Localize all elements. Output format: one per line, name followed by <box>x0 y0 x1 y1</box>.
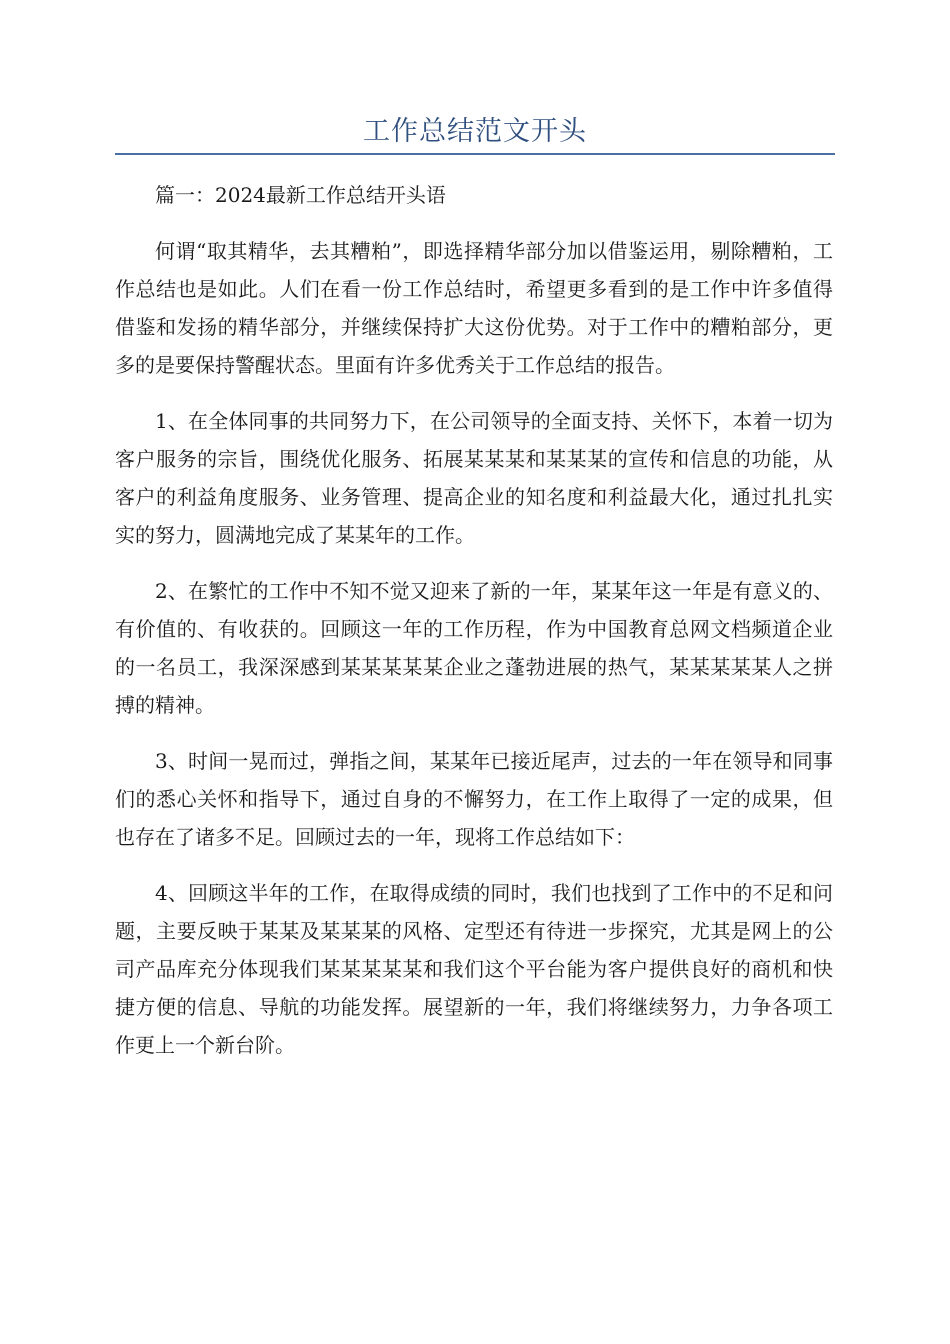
paragraph-1: 1、在全体同事的共同努力下，在公司领导的全面支持、关怀下，本着一切为客户服务的宗旨，围绕优化服务、拓展某某某和某某某的宣传和信息的功能，从客户的利益角度服务、业务管理、提高企业的知名度和利益最大化，通过扎扎实实的努力，圆满地完成了某某年的工作。 <box>115 409 833 547</box>
section-heading: 篇一：2024最新工作总结开头语 <box>155 183 446 207</box>
document-body <box>115 176 833 1082</box>
paragraph-4: 4、回顾这半年的工作，在取得成绩的同时，我们也找到了工作中的不足和问题，主要反映于某某及某某某的风格、定型还有待进一步探究，尤其是网上的公司产品库充分体现我们某某某某某和我们这个平台能为客户提供良好的商机和快捷方便的信息、导航的功能发挥。展望新的一年，我们将继续努力，力争各项工作更上一个新台阶。 <box>115 881 833 1057</box>
document-title: 工作总结范文开头 <box>363 116 587 147</box>
title-underline <box>115 153 835 155</box>
paragraph-3: 3、时间一晃而过，弹指之间，某某年已接近尾声，过去的一年在领导和同事们的悉心关怀和指导下，通过自身的不懈努力，在工作上取得了一定的成果，但也存在了诸多不足。回顾过去的一年，现将工作总结如下： <box>115 749 833 849</box>
paragraph-2: 2、在繁忙的工作中不知不觉又迎来了新的一年，某某年这一年是有意义的、有价值的、有收获的。回顾这一年的工作历程，作为中国教育总网文档频道企业的一名员工，我深深感到某某某某某企业之蓬勃进展的热气，某某某某某人之拼搏的精神。 <box>115 579 833 717</box>
paragraph-intro: 何谓“取其精华，去其糟粕”，即选择精华部分加以借鉴运用，剔除糟粕，工作总结也是如此。人们在看一份工作总结时，希望更多看到的是工作中许多值得借鉴和发扬的精华部分，并继续保持扩大这份优势。对于工作中的糟粕部分，更多的是要保持警醒状态。里面有许多优秀关于工作总结的报告。 <box>115 239 833 377</box>
